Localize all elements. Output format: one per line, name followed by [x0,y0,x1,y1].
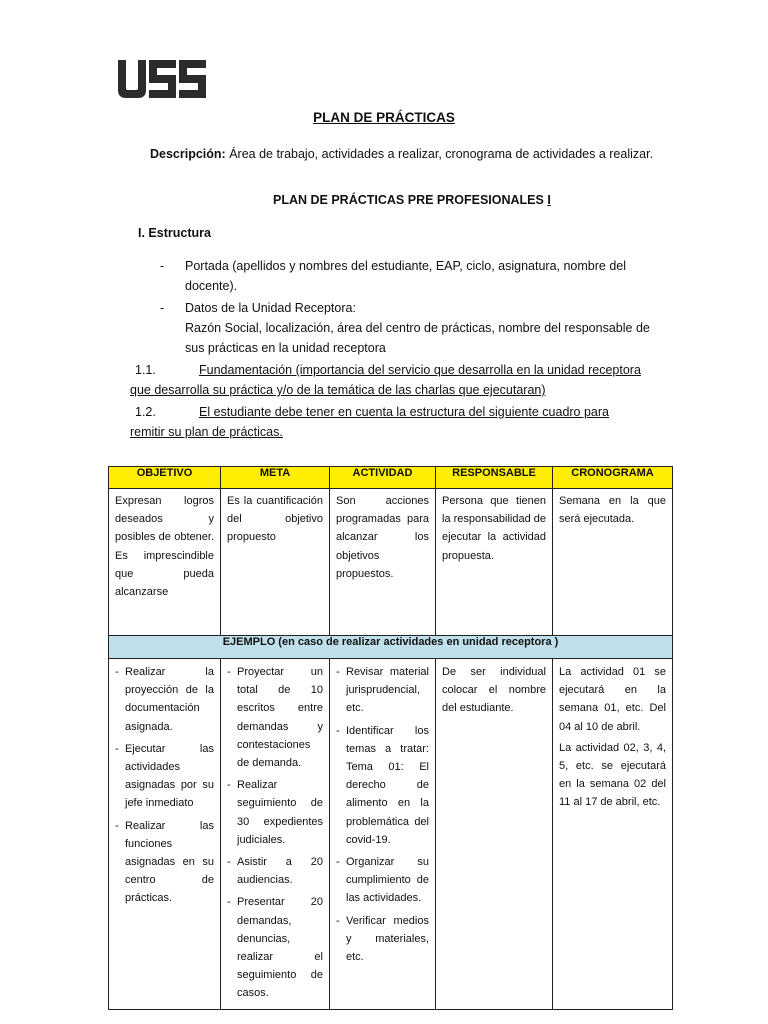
description [150,146,653,163]
list-item: - Realizar la proyección de la documentación asignada. [115,663,214,736]
cell-actividad: Son acciones programadas para alcanzar los objetivos propuestos. [336,495,429,580]
header-cronograma: CRONOGRAMA [553,467,673,489]
list-item: - Realizar las funciones asignadas en su centro de prácticas. [115,817,214,908]
header-objetivo: OBJETIVO [109,467,221,489]
header-responsable: RESPONSABLE [436,467,553,489]
header-actividad: ACTIVIDAD [330,467,436,489]
list-item: - Identificar los temas a tratar: Tema 01: El derecho de alimento en la problemática del covid-19. [336,722,429,849]
list-dash: - [160,259,165,273]
description-label: Descripción: [150,147,226,161]
example-actividad [330,659,435,972]
list-item-line: Razón Social, localización, área del centro de prácticas, nombre del responsable de [185,321,650,335]
subtitle [273,192,551,209]
cell-responsable: Persona que tienen la responsabilidad de ejecutar la actividad propuesta. [442,495,546,562]
list-item: - Organizar su cumplimiento de las actividades. [336,853,429,908]
subsection-line: Fundamentación (importancia del servicio que desarrolla en la unidad receptora [199,363,641,377]
list-item: - Verificar medios y materiales, etc. [336,912,429,967]
list-item-line: Portada (apellidos y nombres del estudiante, EAP, ciclo, asignatura, nombre del [185,259,626,273]
example-cronograma-text: La actividad 01 se ejecutará en la semana 01, etc. Del 04 al 10 de abril. [559,666,666,733]
subsection-number: 1.2. [135,405,156,419]
list-item-portada [185,256,626,296]
subsection-line: remitir su plan de prácticas. [130,425,283,439]
list-item-title: Datos de la Unidad Receptora: [185,301,356,315]
table-row-example-label [109,636,673,659]
description-text: Área de trabajo, actividades a realizar, cronograma de actividades a realizar. [225,147,654,161]
list-item: - Revisar material jurisprudencial, etc. [336,663,429,718]
list-item: - Presentar 20 demandas, denuncias, realizar el seguimiento de casos. [227,893,323,1002]
list-item-unidad-receptora [185,298,650,358]
subsection-line: que desarrolla su práctica y/o de la temática de las charlas que ejecutaran) [130,383,546,397]
example-cronograma [553,659,672,817]
list-item-line: sus prácticas en la unidad receptora [185,341,386,355]
cell-objetivo: Expresan logros deseados y posibles de obtener. Es imprescindible que pueda alcanzarse [115,495,214,599]
uss-logo [118,60,208,98]
table-row-definitions [109,489,673,636]
list-item: - Asistir a 20 audiencias. [227,853,323,889]
subsection-fundamentacion [130,360,641,400]
list-item-line: docente). [185,279,238,293]
example-responsable [436,659,552,723]
example-meta [221,659,329,1009]
list-dash: - [160,301,165,315]
cell-meta: Es la cuantificación del objetivo propuesto [227,495,323,544]
example-objetivo [109,659,220,914]
subtitle-numeral: I [547,193,551,207]
document-title: PLAN DE PRÁCTICAS [313,110,455,125]
table-header-row [109,467,673,489]
example-cronograma-text: La actividad 02, 3, 4, 5, etc. se ejecutará en la semana 02 del 11 al 17 de abril, etc. [559,741,666,809]
list-item: - Proyectar un total de 10 escritos entre demandas y contestaciones de demanda. [227,663,323,772]
subsection-number: 1.1. [135,363,156,377]
example-responsable-text: De ser individual colocar el nombre del estudiante. [442,666,546,715]
subsection-estructura [130,402,609,442]
section-heading: I. Estructura [138,226,211,240]
list-item: - Realizar seguimiento de 30 expedientes judiciales. [227,776,323,849]
subsection-line: El estudiante debe tener en cuenta la estructura del siguiente cuadro para [199,405,609,419]
list-item: - Ejecutar las actividades asignadas por su jefe inmediato [115,740,214,813]
cell-cronograma: Semana en la que será ejecutada. [559,495,666,526]
plan-table [108,466,673,1010]
subtitle-text: PLAN DE PRÁCTICAS PRE PROFESIONALES [273,193,548,207]
table-row-example [109,659,673,1010]
example-label: EJEMPLO (en caso de realizar actividades en unidad receptora ) [109,636,673,659]
header-meta: META [221,467,330,489]
